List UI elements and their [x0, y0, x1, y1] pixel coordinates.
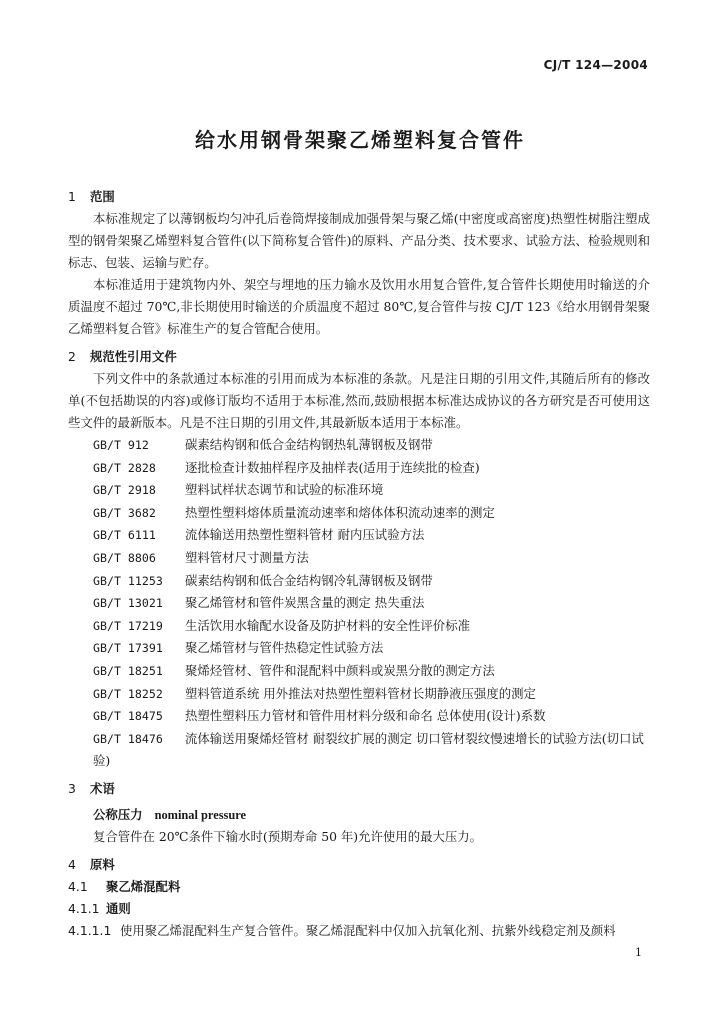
reference-title: 聚乙烯管材与管件热稳定性试验方法	[185, 640, 384, 656]
reference-item	[68, 615, 650, 638]
section-4-heading	[68, 854, 650, 876]
document-body	[68, 186, 650, 942]
term-definition: 复合管件在 20℃条件下输水时(预期寿命 50 年)允许使用的最大压力。	[93, 828, 483, 844]
reference-code: GB/T 912	[93, 438, 149, 452]
term-entry	[68, 804, 650, 826]
reference-code: GB/T 18252	[93, 686, 163, 701]
reference-item	[68, 457, 650, 480]
section-3-title: 术语	[90, 780, 115, 796]
reference-title: 生活饮用水输配水设备及防护材料的安全性评价标准	[185, 617, 470, 633]
reference-title: 流体输送用聚烯烃管材 耐裂纹扩展的测定 切口管材裂纹慢速增长的试验方法(切口试验)	[93, 730, 644, 769]
page-number: 1	[635, 946, 642, 959]
reference-item	[68, 683, 650, 706]
reference-title: 逐批检查计数抽样程序及抽样表(适用于连续批的检查)	[185, 459, 480, 475]
reference-item	[68, 434, 650, 457]
reference-list	[68, 434, 650, 772]
section-4-1-1-number: 4.1.1	[68, 900, 100, 916]
reference-code: GB/T 17219	[93, 618, 163, 633]
section-4-number: 4	[68, 856, 76, 872]
reference-code: GB/T 18251	[93, 663, 163, 678]
reference-code: GB/T 3682	[93, 505, 156, 520]
section-4-1-1-1-text: 使用聚乙烯混配料生产复合管件。聚乙烯混配料中仅加入抗氧化剂、抗紫外线稳定剂及颜料	[120, 922, 616, 938]
reference-code: GB/T 18476	[93, 731, 163, 746]
section-1-heading	[68, 186, 650, 208]
section-4-1-1-1-number: 4.1.1.1	[68, 922, 112, 938]
reference-title: 碳素结构钢和低合金结构钢冷轧薄钢板及钢带	[185, 572, 433, 588]
section-2-paragraph: 下列文件中的条款通过本标准的引用而成为本标准的条款。凡是注日期的引用文件,其随后所有的修改单(不包括勘误的内容)或修订版均不适用于本标准,然而,鼓励根据本标准达成协议的各方研究是否可使用这些文件的最新版本。凡是不注日期的引用文件,其最新版本适用于本标准。	[68, 371, 650, 430]
reference-title: 碳素结构钢和低合金结构钢热轧薄钢板及钢带	[185, 437, 433, 452]
reference-item	[68, 592, 650, 615]
reference-item	[68, 637, 650, 660]
reference-item	[68, 502, 650, 525]
section-3-heading	[68, 778, 650, 800]
reference-item	[68, 570, 650, 593]
section-1-paragraph-2: 本标准适用于建筑物内外、架空与埋地的压力输水及饮用水用复合管件,复合管件长期使用时输送的介质温度不超过 70℃,非长期使用时输送的介质温度不超过 80℃,复合管件与按 CJ/T 123《给水用钢骨架聚乙烯塑料复合管》标准生产的复合管配合使用。	[68, 277, 650, 336]
reference-code: GB/T 18475	[93, 709, 163, 724]
section-2-heading	[68, 346, 650, 368]
reference-code: GB/T 11253	[93, 573, 163, 588]
section-4-1-heading	[68, 876, 650, 898]
reference-title: 热塑性塑料压力管材和管件用材料分级和命名 总体使用(设计)系数	[185, 708, 546, 724]
section-4-1-1-title: 通则	[106, 900, 131, 916]
reference-code: GB/T 13021	[93, 596, 163, 611]
reference-title: 聚烯烃管材、管件和混配料中颜料或炭黑分散的测定方法	[185, 662, 495, 678]
section-4-1-title: 聚乙烯混配料	[106, 878, 181, 894]
reference-code: GB/T 8806	[93, 550, 156, 565]
term-chinese: 公称压力	[93, 806, 143, 822]
reference-code: GB/T 6111	[93, 528, 156, 543]
standard-code: CJ/T 124—2004	[543, 58, 648, 72]
reference-title: 塑料管道系统 用外推法对热塑性塑料管材长期静液压强度的测定	[185, 685, 536, 701]
section-1-number: 1	[68, 189, 76, 204]
reference-title: 热塑性塑料熔体质量流动速率和熔体体积流动速率的测定	[185, 504, 495, 520]
reference-item	[68, 660, 650, 683]
reference-title: 塑料管材尺寸测量方法	[185, 549, 309, 565]
section-2-title: 规范性引用文件	[90, 349, 177, 364]
reference-code: GB/T 17391	[93, 641, 163, 656]
section-4-1-1-heading	[68, 898, 650, 920]
reference-title: 流体输送用热塑性塑料管材 耐内压试验方法	[185, 527, 425, 543]
section-2-number: 2	[68, 349, 76, 364]
section-1-title: 范围	[90, 189, 115, 204]
reference-title: 塑料试样状态调节和试验的标准环境	[185, 482, 384, 498]
section-4-1-number: 4.1	[68, 878, 88, 894]
reference-item	[68, 728, 650, 772]
reference-item	[68, 547, 650, 570]
reference-code: GB/T 2828	[93, 460, 156, 475]
section-4-title: 原料	[90, 856, 115, 872]
reference-item	[68, 524, 650, 547]
reference-item	[68, 479, 650, 502]
reference-code: GB/T 2918	[93, 483, 156, 498]
section-4-1-1-1-clause	[68, 920, 650, 942]
term-english: nominal pressure	[154, 807, 247, 822]
reference-title: 聚乙烯管材和管件炭黑含量的测定 热失重法	[185, 595, 425, 611]
section-1-paragraph-1: 本标准规定了以薄钢板均匀冲孔后卷筒焊接制成加强骨架与聚乙烯(中密度或高密度)热塑性树脂注塑成型的钢骨架聚乙烯塑料复合管件(以下简称复合管件)的原料、产品分类、技术要求、试验方法、检验规则和标志、包装、运输与贮存。	[68, 211, 650, 270]
reference-item	[68, 705, 650, 728]
section-3-number: 3	[68, 780, 76, 796]
document-title: 给水用钢骨架聚乙烯塑料复合管件	[195, 128, 525, 152]
